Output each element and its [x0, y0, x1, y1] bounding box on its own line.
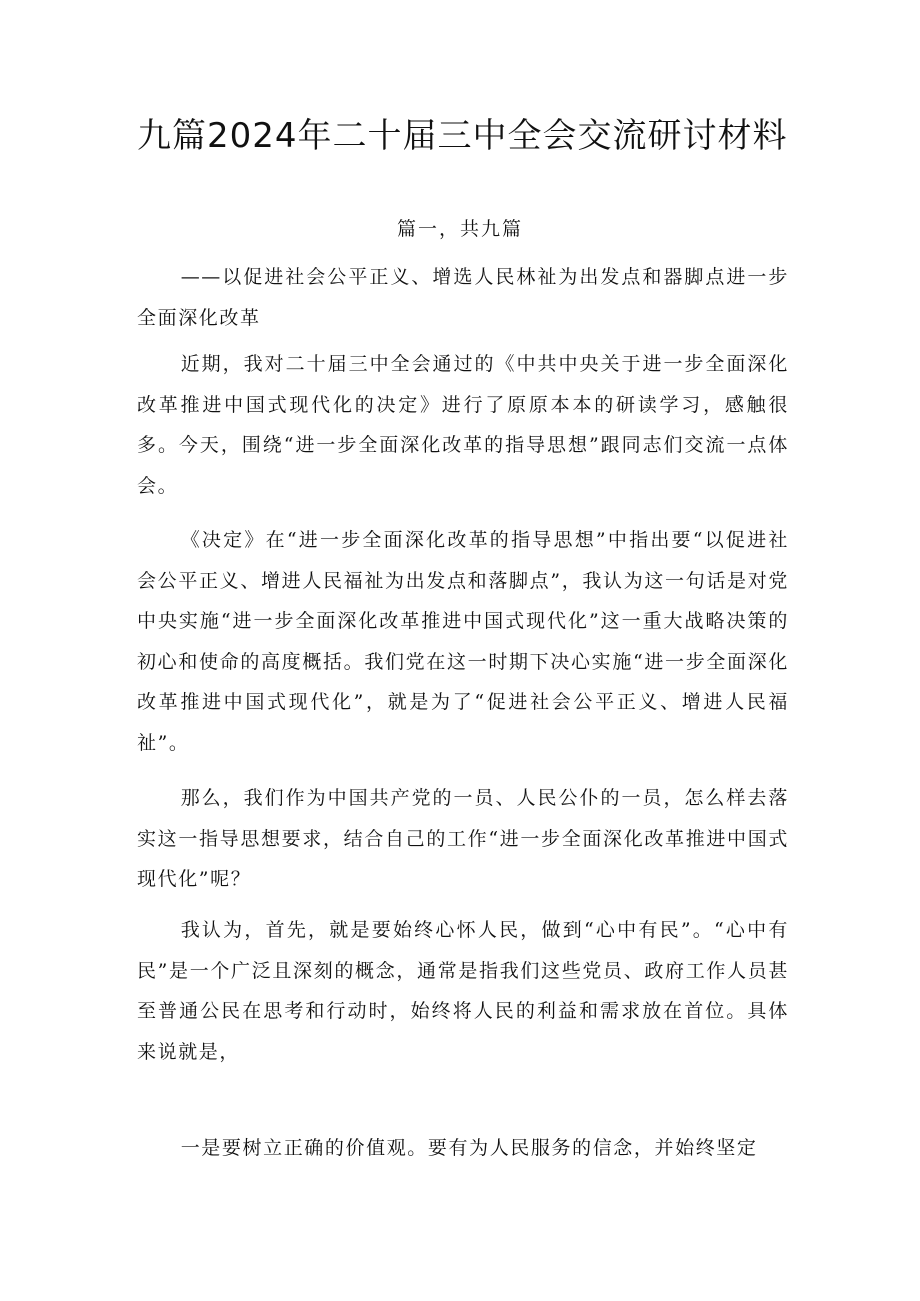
section-subtitle: ——以促进社会公平正义、增选人民林祉为出发点和器脚点进一步全面深化改革 [137, 266, 789, 329]
document-title: 九篇2024年二十届三中全会交流研讨材料 [137, 116, 788, 156]
paragraph-1: 近期，我对二十届三中全会通过的《中共中央关于进一步全面深化改革推进中国式现代化的决定》进行了原原本本的研读学习，感触很多。今天，围绕“进一步全面深化改革的指导思想”跟同志们交流一点体会。 [137, 353, 789, 497]
paragraph-2: 《决定》在“进一步全面深化改革的指导思想”中指出要“以促进社会公平正义、增进人民福祉为出发点和落脚点”，我认为这一句话是对党中央实施“进一步全面深化改革推进中国式现代化”这一重大战略决策的初心和使命的高度概括。我们党在这一时期下决心实施“进一步全面深化改革推进中国式现代化”，就是为了“促进社会公平正义、增进人民福祉”。 [137, 529, 789, 754]
section-heading: 篇一，共九篇 [396, 218, 523, 240]
paragraph-4: 我认为，首先，就是要始终心怀人民，做到“心中有民”。“心中有民”是一个广泛且深刻的概念，通常是指我们这些党员、政府工作人员甚至普通公民在思考和行动时，始终将人民的利益和需求放在首位。具体来说就是， [137, 919, 789, 1063]
paragraph-3: 那么，我们作为中国共产党的一员、人民公仆的一员，怎么样去落实这一指导思想要求，结合自己的工作“进一步全面深化改革推进中国式现代化”呢？ [137, 787, 789, 890]
paragraph-5: 一是要树立正确的价值观。要有为人民服务的信念，并始终坚定 [180, 1137, 758, 1159]
